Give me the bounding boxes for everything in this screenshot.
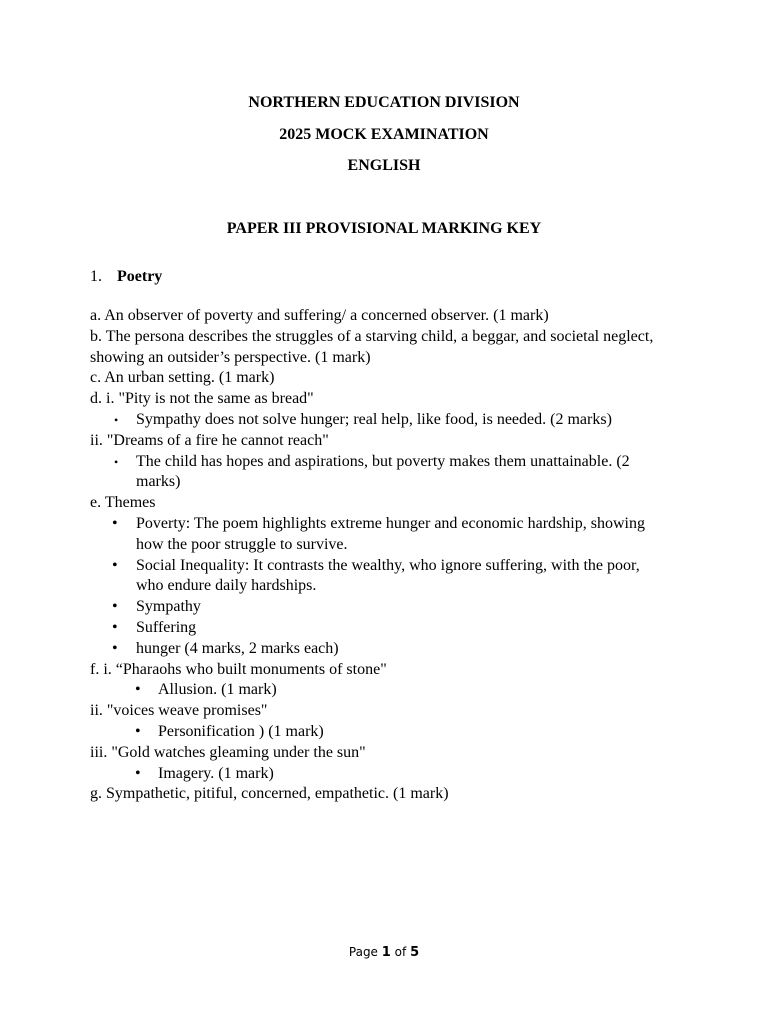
answer-d-ii-point: The child has hopes and aspirations, but poverty makes them unattainable. (2 marks) bbox=[136, 452, 630, 491]
list-item bbox=[90, 556, 670, 598]
section-heading bbox=[90, 267, 162, 288]
bullet-icon: • bbox=[112, 556, 118, 574]
theme-social-inequality: Social Inequality: It contrasts the wealthy, who ignore suffering, with the poor, who endure daily hardships. bbox=[136, 556, 640, 595]
answer-f-i: f. i. “Pharaohs who built monuments of stone" bbox=[90, 660, 387, 678]
page-word: Page bbox=[348, 945, 378, 959]
answer-g: g. Sympathetic, pitiful, concerned, empathetic. (1 mark) bbox=[90, 785, 449, 803]
current-page-number: 1 bbox=[381, 945, 391, 960]
theme-sympathy: Sympathy bbox=[136, 598, 201, 616]
division-heading: NORTHERN EDUCATION DIVISION bbox=[248, 94, 520, 111]
exam-heading: 2025 MOCK EXAMINATION bbox=[279, 126, 489, 143]
theme-hunger: hunger (4 marks, 2 marks each) bbox=[136, 639, 339, 657]
list-item bbox=[90, 452, 670, 494]
list-item bbox=[90, 680, 670, 701]
answer-d-i: d. i. "Pity is not the same as bread" bbox=[90, 390, 314, 408]
bullet-icon: • bbox=[112, 514, 118, 532]
list-item bbox=[90, 764, 670, 785]
answer-f-iii: iii. "Gold watches gleaming under the sun" bbox=[90, 743, 366, 761]
bullet-icon: • bbox=[135, 722, 141, 740]
bullet-icon: • bbox=[135, 764, 141, 782]
answers-body bbox=[90, 306, 670, 805]
list-item bbox=[90, 410, 670, 431]
paper-heading: PAPER III PROVISIONAL MARKING KEY bbox=[226, 220, 542, 237]
section-number: 1. bbox=[90, 268, 102, 285]
answer-f-ii: ii. "voices weave promises" bbox=[90, 702, 268, 720]
answer-a: a. An observer of poverty and suffering/ a concerned observer. (1 mark) bbox=[90, 307, 549, 324]
answer-d-ii: ii. "Dreams of a fire he cannot reach" bbox=[90, 431, 329, 449]
list-item bbox=[90, 722, 670, 743]
bullet-icon: • bbox=[114, 454, 119, 469]
answer-b: b. The persona describes the struggles of a starving child, a beggar, and societal neglect, showing an outsider’s perspective. (1 mark) bbox=[90, 327, 654, 366]
answer-c: c. An urban setting. (1 mark) bbox=[90, 369, 275, 387]
list-item bbox=[90, 639, 670, 660]
bullet-icon: • bbox=[114, 412, 119, 427]
list-item bbox=[90, 618, 670, 639]
list-item bbox=[90, 597, 670, 618]
theme-poverty: Poverty: The poem highlights extreme hunger and economic hardship, showing how the poor struggle to survive. bbox=[136, 514, 645, 553]
page-footer bbox=[0, 942, 768, 964]
bullet-icon: • bbox=[135, 681, 141, 699]
bullet-icon: • bbox=[112, 618, 118, 636]
of-word: of bbox=[394, 945, 407, 959]
theme-suffering: Suffering bbox=[136, 618, 197, 636]
answer-e: e. Themes bbox=[90, 494, 156, 512]
list-item bbox=[90, 514, 670, 556]
bullet-icon: • bbox=[112, 639, 118, 657]
answer-d-i-point: Sympathy does not solve hunger; real help, like food, is needed. (2 marks) bbox=[136, 410, 612, 428]
section-title: Poetry bbox=[117, 268, 163, 285]
answer-f-ii-point: Personification ) (1 mark) bbox=[158, 722, 324, 740]
total-page-count: 5 bbox=[410, 945, 420, 960]
bullet-icon: • bbox=[112, 598, 118, 616]
answer-f-i-point: Allusion. (1 mark) bbox=[158, 681, 277, 699]
subject-heading: ENGLISH bbox=[347, 157, 421, 174]
answer-f-iii-point: Imagery. (1 mark) bbox=[158, 764, 274, 782]
